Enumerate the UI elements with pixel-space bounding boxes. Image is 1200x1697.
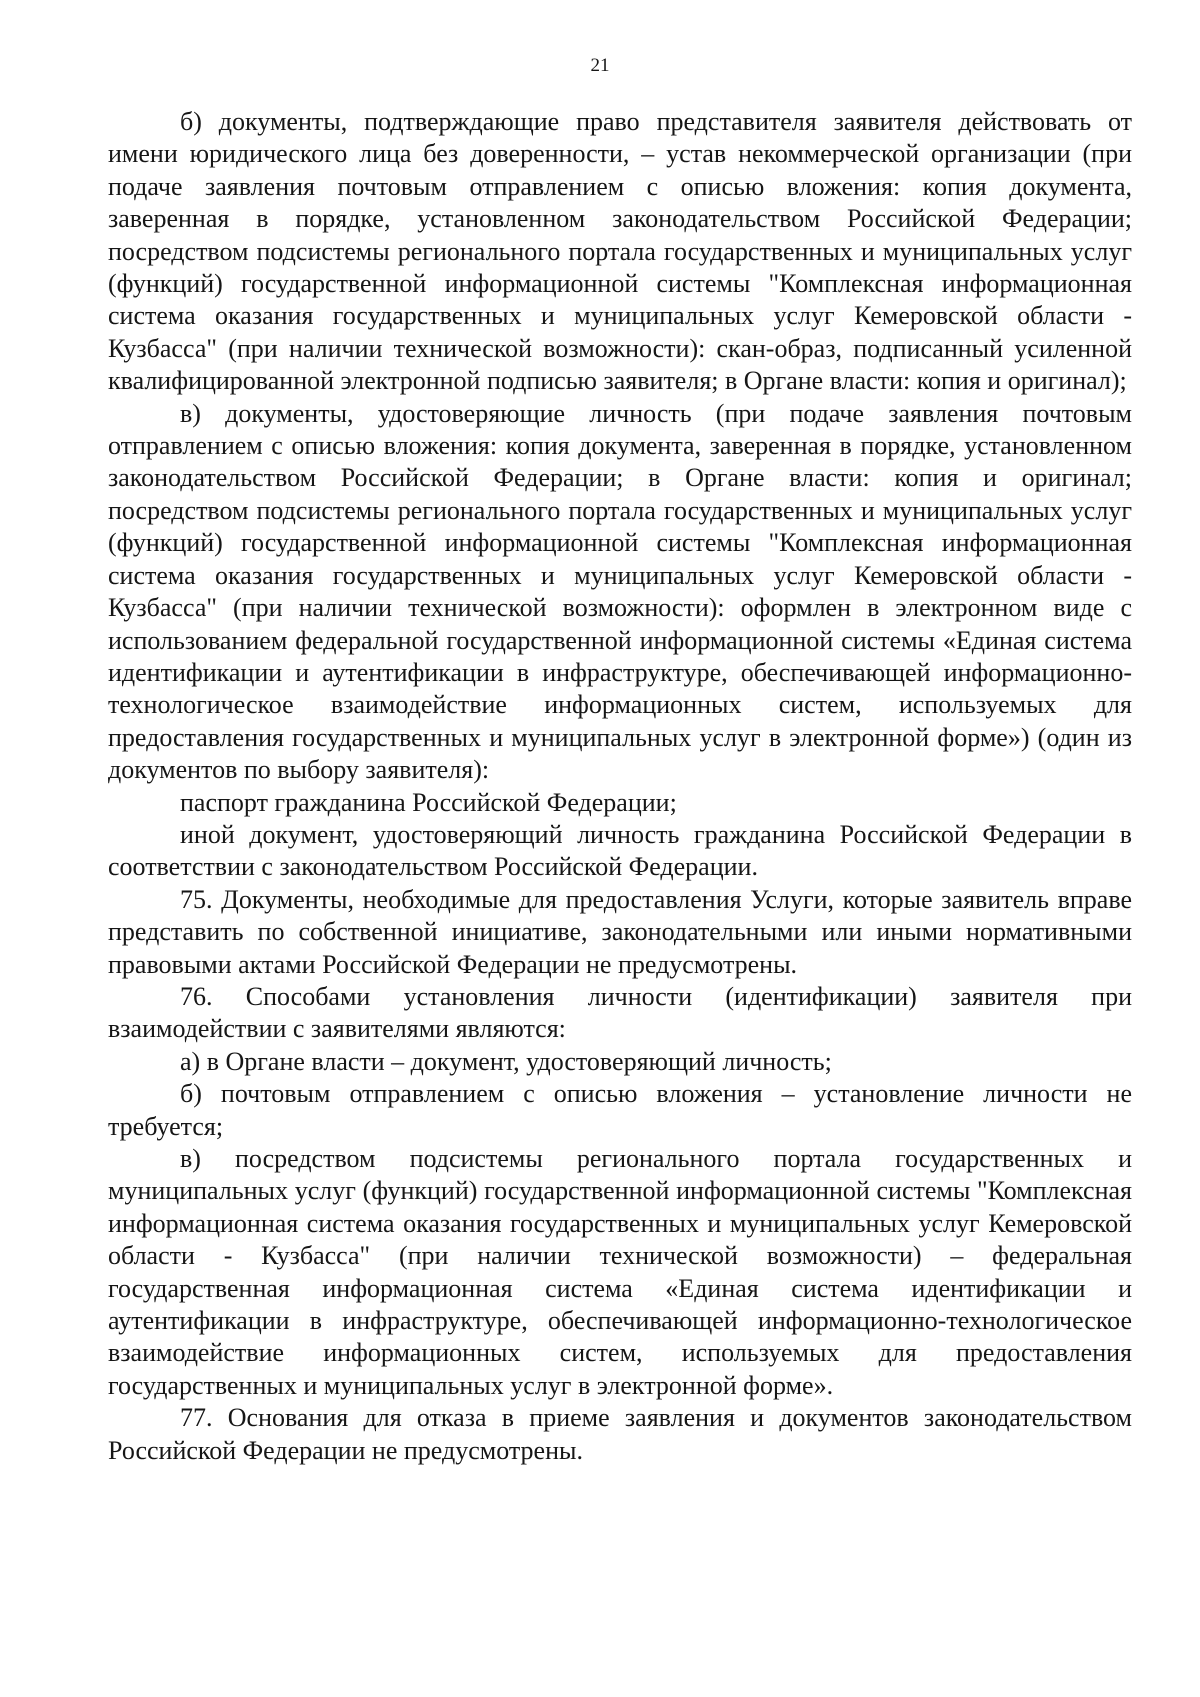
list-item-passport: паспорт гражданина Российской Федерации; (180, 787, 677, 817)
clause-77: 77. Основания для отказа в приеме заявления и документов законодательством Российской Федерации не предусмотрены. (108, 1403, 1132, 1465)
document-body (108, 106, 1132, 1467)
list-item-other-identity-document: иной документ, удостоверяющий личность гражданина Российской Федерации в соответствии с законодательством Российской Федерации. (108, 819, 1132, 882)
clause-76: 76. Способами установления личности (идентификации) заявителя при взаимодействии с заявителями являются: (108, 981, 1132, 1044)
clause-75: 75. Документы, необходимые для предоставления Услуги, которые заявитель вправе представить по собственной инициативе, законодательными или иными нормативными правовыми актами Российской Федерации не предусмотрены. (108, 884, 1132, 979)
page-number: 21 (590, 55, 610, 76)
paragraph-b-charter-documents: б) документы, подтверждающие право представителя заявителя действовать от имени юридического лица без доверенности, – устав некоммерческой организации (при подаче заявления почтовым отправлением с описью вложения: копия документа, заверенная в порядке, установленном законодательством Российской Федерации; посредством подсистемы регионального портала государственных и муниципальных услуг (функций) государственной информационной системы "Комплексная информационная система оказания государственных и муниципальных услуг Кемеровской области - Кузбасса" (при наличии технической возможности): скан-образ, подписанный усиленной квалифицированной электронной подписью заявителя; в Органе власти: копия и оригинал); (108, 107, 1132, 396)
paragraph-v-identity-documents: в) документы, удостоверяющие личность (при подаче заявления почтовым отправлением с описью вложения: копия документа, заверенная в порядке, установленном законодательством Российской Федерации; в Органе власти: копия и оригинал; посредством подсистемы регионального портала государственных и муниципальных услуг (функций) государственной информационной системы "Комплексная информационная система оказания государственных и муниципальных услуг Кемеровской области - Кузбасса" (при наличии технической возможности): оформлен в электронном виде с использованием федеральной государственной информационной системы «Единая система идентификации и аутентификации в инфраструктуре, обеспечивающей информационно-технологическое взаимодействие информационных систем, используемых для предоставления государственных и муниципальных услуг в электронной форме») (один из документов по выбору заявителя): (108, 398, 1132, 785)
clause-76-item-v: в) посредством подсистемы регионального портала государственных и муниципальных услуг (функций) государственной информационной системы "Комплексная информационная система оказания государственных и муниципальных услуг Кемеровской области - Кузбасса" (при наличии технической возможности) – федеральная государственная информационная система «Единая система идентификации и аутентификации в инфраструктуре, обеспечивающей информационно-технологическое взаимодействие информационных систем, используемых для предоставления государственных и муниципальных услуг в электронной форме». (108, 1144, 1132, 1400)
clause-76-item-b: б) почтовым отправлением с описью вложения – установление личности не требуется; (108, 1079, 1132, 1141)
clause-76-item-a: а) в Органе власти – документ, удостоверяющий личность; (180, 1046, 832, 1076)
